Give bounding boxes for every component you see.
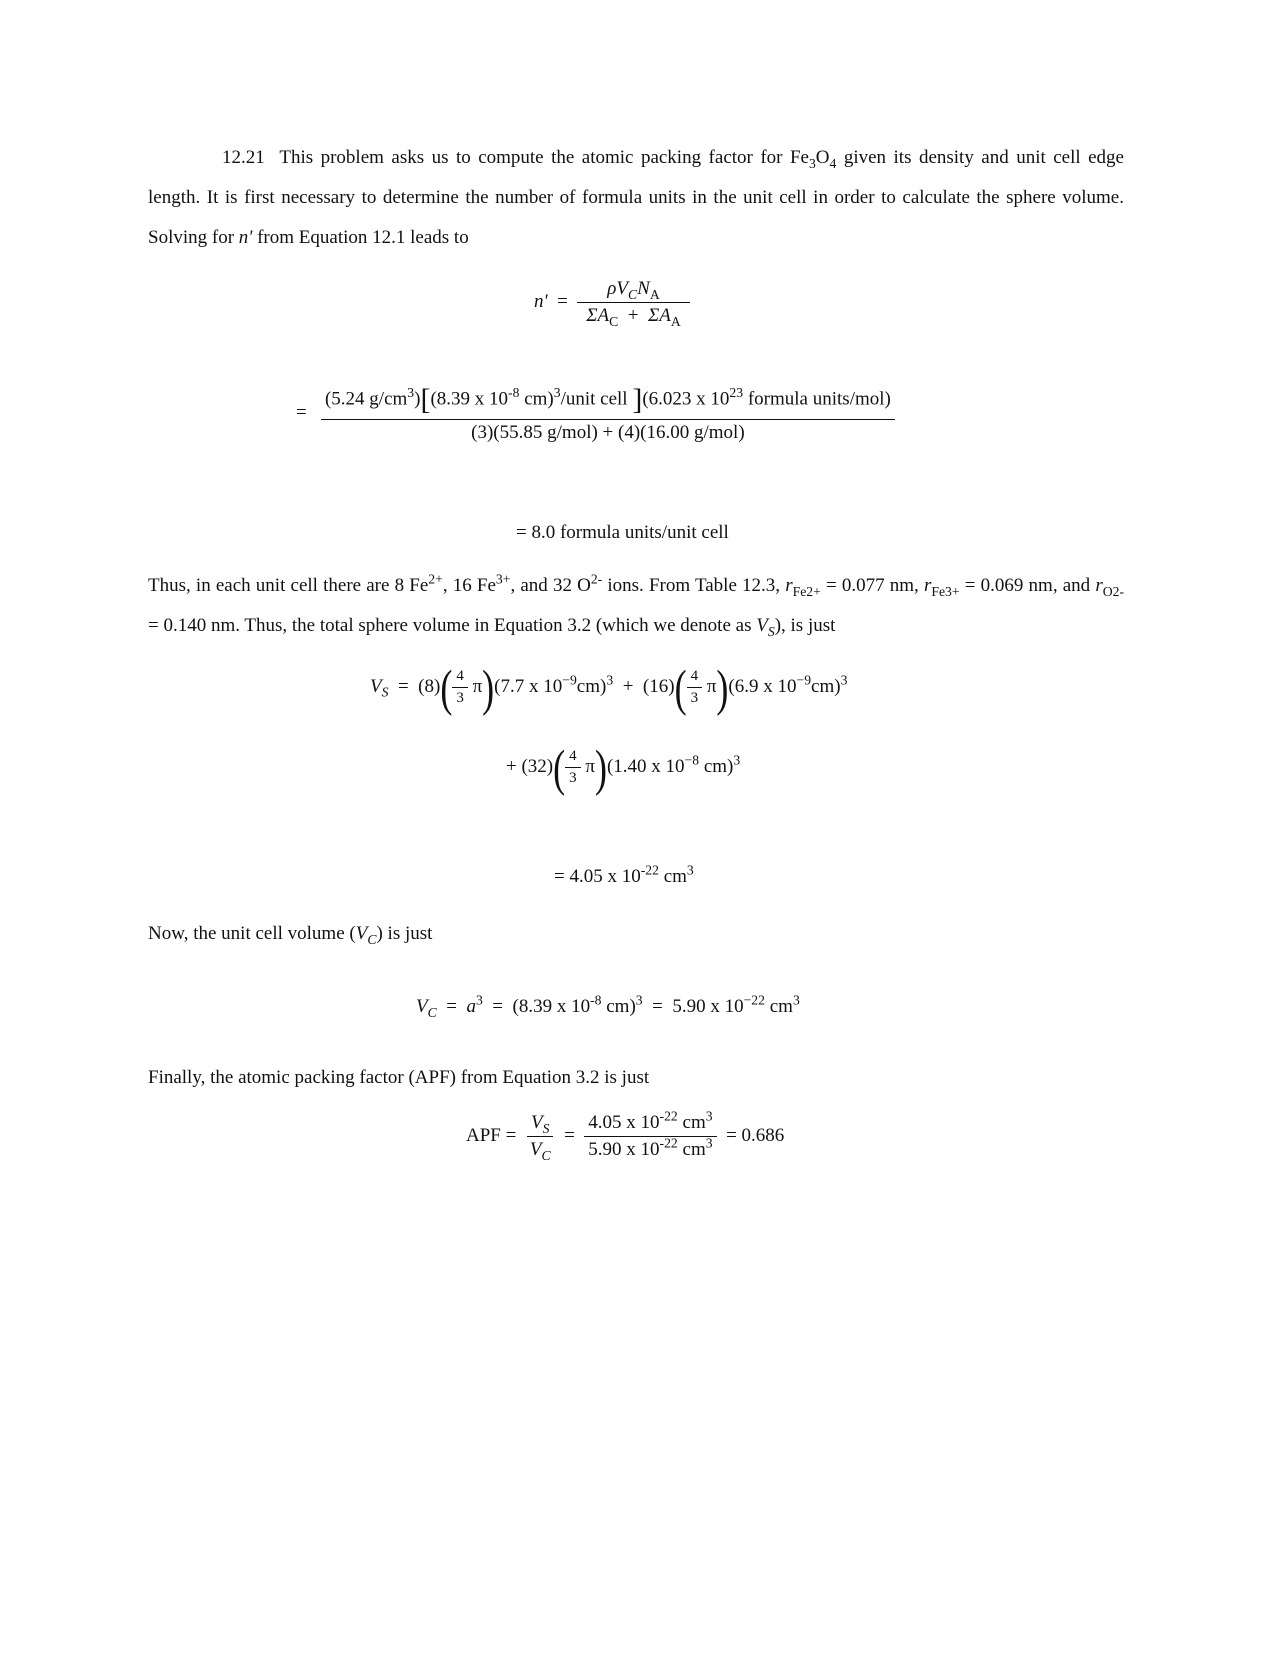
fraction: $\frac{\rho V_CN_A}{\Sigma A_C + \Sigma A_A}$: [577, 278, 689, 327]
fraction: $\frac{4.05 x 10^{-22} cm^3}{5.90 x 10^{-22} cm^3}$: [584, 1112, 716, 1161]
intro-paragraph: 12.21 This problem asks us to compute the atomic packing factor for $Fe_3O_4$ given its density and unit cell edge length. It is first necessary to determine the number of formula units in the unit cell in order to calculate the sphere volume. Solving for n' from Equation 12.1 leads to: [148, 147, 1124, 248]
equation-n-prime: n' = $\frac{\rho V_CN_A}{\Sigma A_C + \Sigma A_A}$: [534, 278, 690, 327]
fraction: (5.24 $g/cm^3)[(8.39$ x $10^{-8}$ cm)$^3$/unit cell ](6.023 x $10^{23}$ formula units/mol) (3)(55.85 g/mol) + (4)(16.00 g/mol): [321, 383, 895, 444]
ions-paragraph: Thus, in each unit cell there are 8 $Fe^{2+}$, 16 $Fe^{3+}$, and 32 $O^{2-}$ ions. From Table 12.3, $r_{Fe2+} = 0.077$ nm, $r_{Fe3+} = 0.069$ nm, and $r_{O2-} = 0.140$ nm. Thus, the total sphere volume in Equation 3.2 (which we denote as $V_S$), is just: [148, 571, 1124, 639]
equation-result-formula-units: = 8.0 formula units/unit cell: [516, 522, 729, 543]
apf-paragraph: Finally, the atomic packing factor (APF) from Equation 3.2 is just: [148, 1067, 650, 1088]
equation-sphere-volume-line2: + (32)( $\frac{4}{3}$ π)(1.40 x $10^{-8}$ cm)$^3$: [506, 739, 741, 796]
equation-sphere-volume-result: = 4.05 x $10^{-22}$ $cm^3$: [554, 862, 694, 887]
fraction: $\frac{V_S}{V_C}$: [526, 1112, 555, 1161]
equation-n-prime-values: = (5.24 $g/cm^3)[(8.39$ x $10^{-8}$ cm)$^3$/unit cell ](6.023 x $10^{23}$ formula units/mol) (3)(55.85 g/mol) + (4)(16.00 g/mol): [296, 383, 895, 444]
problem-number: 12.21: [222, 147, 265, 168]
equation-apf: APF = $\frac{V_S}{V_C}$ = $\frac{4.05 x 10^{-22} cm^3}{5.90 x 10^{-22} cm^3}$ = 0.686: [466, 1108, 785, 1163]
equation-unit-cell-volume: $V_C = a^3 = (8.39$ x $10^{-8}$ cm)$^3$ = 5.90 x $10^{-22}$ $cm^3$: [416, 992, 800, 1020]
unit-cell-volume-paragraph: Now, the unit cell volume $(V_C)$ is just: [148, 923, 433, 947]
equation-sphere-volume-line1: $V_S = (8)$( $\frac{4}{3}$ π)(7.7 x $10^{-9}cm)^3 + (16)$( $\frac{4}{3}$ π)(6.9 x $10^{-9}cm)^3$: [370, 659, 848, 716]
